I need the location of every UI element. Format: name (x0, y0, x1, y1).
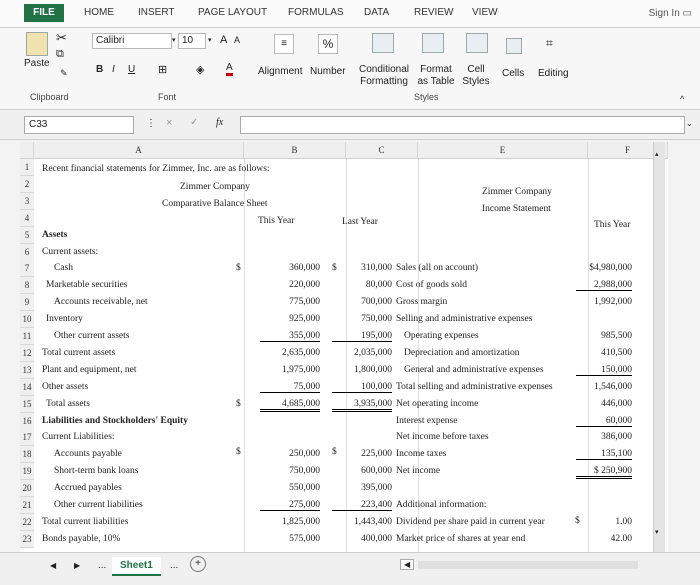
bs-this-year-value: 575,000 (289, 533, 320, 544)
bs-last-year-value: 700,000 (361, 297, 392, 308)
insert-function-button[interactable]: fx (216, 117, 224, 128)
row-header[interactable]: 15 (20, 396, 34, 413)
ribbon (0, 28, 700, 110)
row-header[interactable]: 4 (20, 210, 34, 227)
bs-row-label: Total assets (46, 398, 90, 409)
is-value: 446,000 (601, 398, 632, 409)
sheet-tab-sheet1[interactable]: Sheet1 (112, 557, 161, 576)
italic-button[interactable]: I (112, 64, 115, 75)
bs-row-label: Total current assets (42, 347, 116, 358)
alignment-button[interactable]: Alignment (258, 66, 303, 77)
is-row-label: Cost of goods sold (396, 280, 467, 291)
bs-this-year-value: 1,975,000 (282, 364, 320, 375)
is-value: 2,988,000 (576, 280, 632, 291)
is-value: 410,500 (601, 347, 632, 358)
row-header[interactable]: 6 (20, 244, 34, 261)
tab-formulas[interactable]: FORMULAS (288, 7, 344, 18)
dollar-sign: $ (575, 516, 580, 526)
is-value: 60,000 (576, 416, 632, 427)
tab-file[interactable]: FILE (24, 4, 64, 22)
sign-in-label: Sign In (648, 8, 680, 19)
bs-row-label: Other current liabilities (54, 500, 143, 510)
is-value: 985,500 (601, 331, 632, 341)
conditional-formatting-button[interactable]: Conditional Formatting (358, 64, 410, 87)
bs-row-label: Other assets (42, 381, 89, 392)
copy-icon[interactable]: ⧉ (56, 48, 64, 60)
is-value: $ 250,900 (576, 466, 632, 479)
is-row-label: General and administrative expenses (404, 364, 544, 375)
row-header[interactable]: 13 (20, 362, 34, 379)
row-header[interactable]: 5 (20, 227, 34, 244)
row-header[interactable]: 1 (20, 159, 34, 176)
editing-button[interactable]: Editing (538, 68, 569, 79)
row-header[interactable]: 16 (20, 413, 34, 430)
row-header[interactable]: 11 (20, 328, 34, 345)
bs-this-year-value: 275,000 (260, 500, 320, 511)
select-all-corner[interactable] (20, 142, 34, 159)
tab-home[interactable]: HOME (84, 7, 114, 18)
fill-color-icon[interactable]: ◈ (196, 64, 205, 76)
row-header[interactable]: 12 (20, 345, 34, 362)
is-value: 42.00 (610, 533, 632, 544)
column-header-b[interactable]: B (244, 142, 346, 159)
is-value: 1,546,000 (594, 381, 632, 392)
user-icon: ▭ (682, 8, 692, 19)
alignment-icon[interactable]: ≡ (274, 34, 294, 54)
cut-icon[interactable]: ✂ (56, 30, 67, 45)
cell-styles-icon[interactable] (466, 33, 488, 53)
font-name-dropdown-icon[interactable]: ▾ (172, 37, 176, 44)
bs-row-label: Cash (54, 263, 73, 274)
expand-formula-bar-icon[interactable]: ⌄ (686, 119, 693, 128)
add-sheet-icon[interactable]: + (190, 556, 206, 572)
bs-this-year-value: 1,825,000 (282, 516, 320, 527)
is-row-label: Market price of shares at year end (396, 533, 526, 544)
grow-font-button[interactable]: A (220, 34, 228, 46)
font-size-select[interactable] (178, 33, 206, 49)
sheet-more-left[interactable]: ... (98, 560, 107, 571)
cell-styles-button[interactable]: Cell Styles (462, 64, 490, 87)
sheet-more-right[interactable]: ... (170, 560, 179, 571)
row-header[interactable]: 8 (20, 277, 34, 294)
bs-last-year-value: 1,443,400 (354, 516, 392, 527)
bs-this-year-value: 925,000 (289, 314, 320, 325)
font-color-button[interactable]: A (226, 63, 233, 76)
bs-row-label: Accrued payables (54, 483, 122, 494)
row-header[interactable]: 17 (20, 429, 34, 446)
is-row-label: Depreciation and amortization (404, 347, 520, 358)
row-header[interactable]: 22 (20, 514, 34, 531)
bs-row-label: Short-term bank loans (54, 466, 139, 477)
bs-this-year-value: 75,000 (260, 382, 320, 393)
is-row-label: Dividend per share paid in current year (396, 516, 545, 527)
conditional-formatting-icon[interactable] (372, 33, 394, 53)
bs-this-year-value: 355,000 (260, 331, 320, 342)
is-row-label: Income taxes (396, 449, 447, 460)
bs-last-year-value: 2,035,000 (354, 347, 392, 358)
dollar-sign: $ (332, 447, 337, 457)
row-header[interactable]: 9 (20, 294, 34, 311)
ribbon-tab-bar (0, 0, 700, 28)
sheet-tab-bar (0, 552, 700, 585)
percent-button[interactable]: % (318, 34, 338, 54)
bs-last-year-value: 1,800,000 (354, 364, 392, 375)
is-row-label: Total selling and administrative expenses (396, 381, 553, 392)
tab-review[interactable]: REVIEW (414, 7, 454, 18)
paste-icon[interactable] (26, 32, 48, 56)
bs-row-label: Inventory (46, 314, 83, 325)
column-header-c[interactable]: C (346, 142, 418, 159)
is-row-label: Gross margin (396, 297, 448, 308)
is-value: 135,100 (576, 449, 632, 460)
shrink-font-button[interactable]: A (234, 35, 241, 45)
borders-icon[interactable]: ⊞ (158, 64, 168, 76)
is-value: 150,000 (576, 365, 632, 376)
bs-row-label: Marketable securities (46, 280, 128, 291)
format-as-table-icon[interactable] (422, 33, 444, 53)
horizontal-scrollbar[interactable] (418, 561, 638, 569)
sign-in-link[interactable] (649, 8, 692, 19)
formula-bar-menu-icon[interactable]: ⋮ (146, 118, 156, 129)
is-value: $4,980,000 (589, 263, 632, 274)
bs-this-year-value: 775,000 (289, 297, 320, 308)
bs-this-year-value: 550,000 (289, 483, 320, 494)
font-name-select[interactable] (92, 33, 172, 49)
is-row-label: Operating expenses (404, 331, 479, 341)
is-company-name: Zimmer Company (482, 187, 552, 197)
row-header[interactable]: 14 (20, 379, 34, 396)
is-value: 386,000 (601, 432, 632, 443)
bs-last-year-value: 400,000 (361, 533, 392, 544)
bs-last-year-header: Last Year (342, 217, 378, 227)
row-header[interactable]: 20 (20, 480, 34, 497)
scroll-up-icon[interactable]: ▴ (655, 151, 659, 158)
bs-this-year-header: This Year (258, 216, 295, 226)
format-painter-icon[interactable]: ✎ (60, 68, 68, 78)
underline-button[interactable]: U (128, 64, 136, 75)
bs-this-year-value: 220,000 (289, 280, 320, 291)
row-header[interactable]: 3 (20, 193, 34, 210)
row-header[interactable]: 10 (20, 311, 34, 328)
is-value: 1,992,000 (594, 297, 632, 308)
font-size-value: 10 (182, 35, 194, 46)
group-label-font: Font (158, 92, 177, 102)
enter-icon[interactable]: ✓ (190, 117, 199, 128)
bs-row-label: Accounts receivable, net (54, 297, 148, 308)
bs-last-year-value: 80,000 (365, 280, 392, 291)
bs-row-label: Assets (42, 229, 68, 240)
bs-row-label: Bonds payable, 10% (42, 533, 121, 544)
tab-insert[interactable]: INSERT (138, 7, 175, 18)
number-button[interactable]: Number (310, 66, 346, 77)
bs-row-label: Accounts payable (54, 449, 122, 460)
is-row-label: Net operating income (396, 398, 479, 409)
bs-row-label: Liabilities and Stockholders' Equity (42, 415, 188, 426)
collapse-ribbon-icon[interactable]: ^ (680, 94, 685, 104)
bold-button[interactable]: B (96, 64, 104, 75)
dollar-sign: $ (332, 263, 337, 273)
row-header[interactable]: 2 (20, 176, 34, 193)
bs-row-label: Total current liabilities (42, 516, 129, 527)
bs-last-year-value: 310,000 (361, 263, 392, 274)
bs-this-year-value: 750,000 (289, 466, 320, 477)
name-box[interactable]: C33 (24, 116, 134, 134)
bs-row-label: Current Liabilities: (42, 432, 115, 443)
formula-bar (0, 110, 700, 140)
is-row-label: Net income (396, 466, 441, 477)
bs-last-year-value: 600,000 (361, 466, 392, 477)
column-header-f[interactable]: F (588, 142, 668, 159)
bs-title: Comparative Balance Sheet (162, 199, 268, 209)
gridline (244, 159, 245, 552)
bs-last-year-value: 195,000 (332, 331, 392, 342)
scroll-down-icon[interactable]: ▾ (655, 529, 659, 536)
bs-this-year-value: 250,000 (289, 449, 320, 460)
bs-last-year-value: 3,935,000 (332, 399, 392, 412)
is-value: 1.00 (615, 516, 632, 527)
tab-data[interactable]: DATA (364, 7, 390, 18)
row-header[interactable]: 18 (20, 446, 34, 463)
bs-last-year-value: 223,400 (332, 500, 392, 511)
bs-last-year-value: 395,000 (361, 483, 392, 494)
font-name-value: Calibri (96, 35, 125, 46)
bs-last-year-value: 750,000 (361, 314, 392, 325)
is-this-year-header: This Year (594, 220, 631, 230)
cancel-icon[interactable]: × (166, 117, 173, 129)
bs-row-label: Other current assets (54, 331, 130, 341)
row-header[interactable]: 7 (20, 260, 34, 277)
hscroll-left-icon[interactable]: ◀ (400, 559, 414, 570)
worksheet-grid (20, 142, 668, 552)
font-size-dropdown-icon[interactable]: ▾ (208, 37, 212, 44)
bs-row-label: Current assets: (42, 246, 99, 257)
dollar-sign: $ (236, 263, 241, 273)
is-row-label: Interest expense (396, 415, 458, 426)
row-header[interactable]: 23 (20, 531, 34, 548)
is-row-label: Net income before taxes (396, 432, 489, 443)
bs-this-year-value: 360,000 (289, 263, 320, 274)
is-row-label: Additional information: (396, 500, 487, 510)
format-as-table-button[interactable]: Format as Table (417, 64, 455, 87)
cells-icon[interactable] (506, 38, 522, 54)
sheet-prev-icon[interactable]: ◀ (50, 561, 57, 570)
tab-page-layout[interactable]: PAGE LAYOUT (198, 7, 268, 18)
binoculars-icon[interactable]: ⌗ (546, 36, 553, 50)
column-header-a[interactable]: A (34, 142, 244, 159)
sheet-title: Recent financial statements for Zimmer, Inc. are as follows: (42, 164, 270, 174)
row-header[interactable]: 19 (20, 463, 34, 480)
bs-this-year-value: 2,635,000 (282, 347, 320, 358)
bs-company-name: Zimmer Company (180, 182, 250, 192)
is-title: Income Statement (482, 204, 551, 214)
bs-last-year-value: 225,000 (361, 449, 392, 460)
vertical-scrollbar[interactable] (653, 142, 665, 552)
bs-last-year-value: 100,000 (332, 382, 392, 393)
tab-view[interactable]: VIEW (472, 7, 498, 18)
dollar-sign: $ (236, 447, 241, 457)
formula-input[interactable] (240, 116, 685, 134)
sheet-next-icon[interactable]: ▶ (74, 561, 81, 570)
group-label-clipboard: Clipboard (30, 92, 69, 102)
cells-button[interactable]: Cells (502, 68, 525, 79)
is-row-label: Selling and administrative expenses (396, 314, 533, 325)
bs-this-year-value: 4,685,000 (260, 399, 320, 412)
group-label-styles: Styles (414, 92, 439, 102)
bs-row-label: Plant and equipment, net (42, 364, 137, 375)
column-header-e[interactable]: E (418, 142, 588, 159)
is-row-label: Sales (all on account) (396, 263, 479, 274)
paste-button-label[interactable]: Paste (24, 58, 50, 69)
row-header[interactable]: 21 (20, 497, 34, 514)
dollar-sign: $ (236, 399, 241, 409)
